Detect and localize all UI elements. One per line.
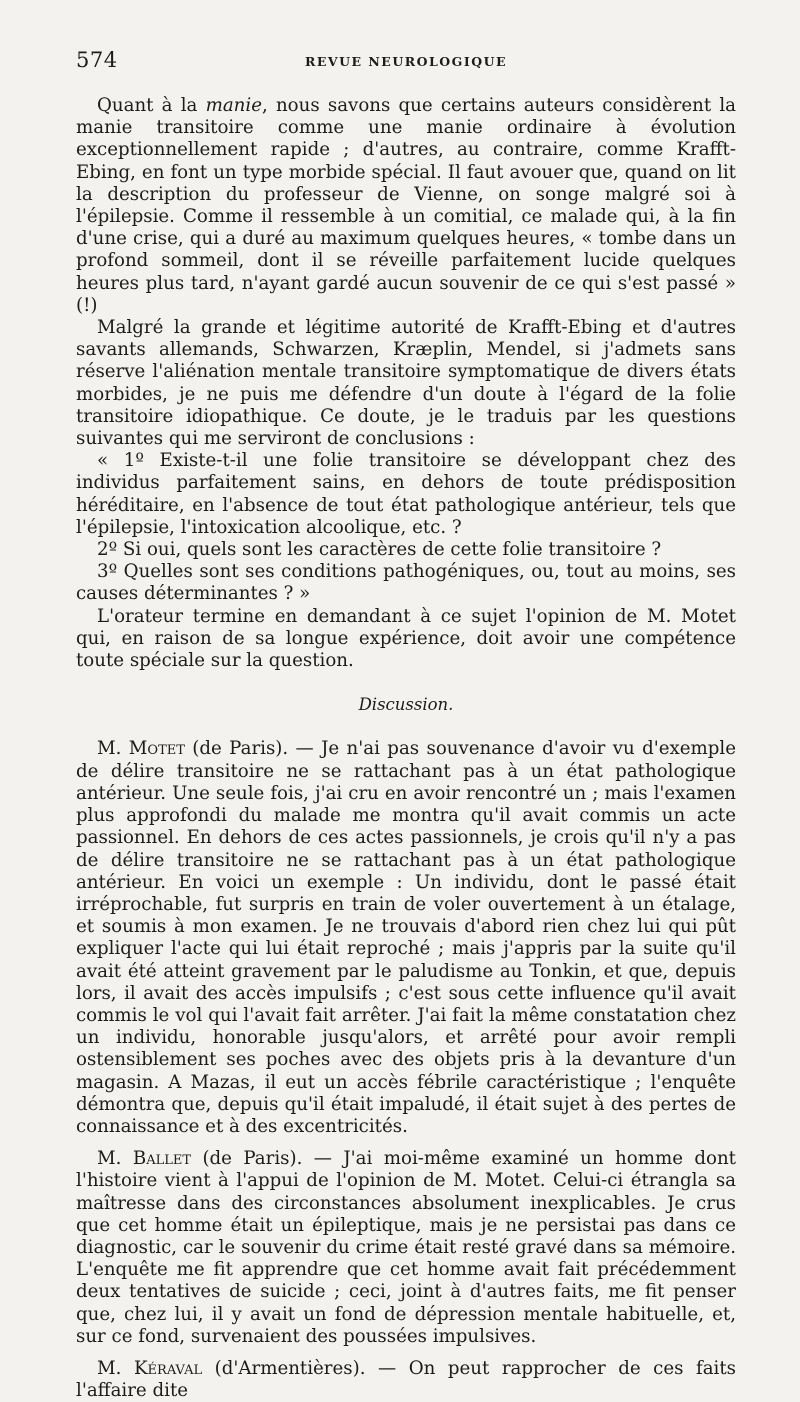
paragraph-keraval — [76, 1358, 736, 1402]
emphasis-text: manie — [205, 95, 262, 116]
text-run: (de Paris). — J'ai moi-même examiné un homme dont l'histoire vient à l'appui de l'opinion de M. Motet. Celui-ci étrangla sa maîtresse dans des circonstances absolument inexplicables. Je crus que cet homme était un épileptique, mais je ne persistai pas dans ce diagnostic, car le souvenir du crime était resté gravé dans sa mémoire. L'enquête me fit apprendre que cet homme avait fait précédemment deux tentatives de suicide ; ceci, joint à d'autres faits, me fit penser que, chez lui, il y avait un fond de dépression mentale habituelle, et, sur ce fond, survenaient des poussées impulsives. — [76, 1148, 736, 1347]
paragraph-orateur: L'orateur termine en demandant à ce sujet l'opinion de M. Motet qui, en raison de sa longue expérience, doit avoir une compétence toute spéciale sur la question. — [76, 605, 736, 672]
text-run: Quant à la — [97, 95, 206, 116]
text-run: , nous savons que certains auteurs considèrent la manie transitoire comme une manie ordinaire à évolution exceptionnellement rapide ; d'autres, au contraire, comme Krafft-Ebing, en font un type morbide spécial. Il faut avouer que, quand on lit la description du professeur de Vienne, on songe malgré soi à l'épilepsie. Comme il ressemble à un comitial, ce malade qui, à la fin d'une crise, qui a duré au maximum quelques heures, « tombe dans un profond sommeil, dont il se réveille parfaitement lucide quelques heures plus tard, n'ayant gardé aucun souvenir de ce qui s'est passé » (!) — [76, 95, 736, 316]
page-number: 574 — [76, 48, 118, 72]
spacer — [76, 716, 736, 738]
paragraph-ballet — [76, 1148, 736, 1348]
running-title: REVUE NEUROLOGIQUE — [304, 54, 508, 69]
section-heading: Discussion. — [358, 695, 454, 715]
question-2: 2º Si oui, quels sont les caractères de cette folie transitoire ? — [97, 539, 662, 561]
text-run: (d'Armentières). — On peut rapprocher de ces faits l'affaire dite — [76, 1357, 737, 1402]
body-text — [76, 95, 736, 1402]
speaker-name: Kéraval — [133, 1357, 203, 1379]
spacer — [76, 672, 736, 694]
text-run: (de Paris). — Je n'ai pas souvenance d'avoir vu d'exemple de délire transitoire ne se rattachant pas à un état pathologique antérieur. Une seule fois, j'ai cru en avoir rencontré un ; mais l'examen plus approfondi du malade me montra qu'il avait commis un acte passionnel. En dehors de ces actes passionnels, je crois qu'il n'y a pas de délire transitoire ne se rattachant pas à un état pathologique antérieur. En voici un exemple : Un individu, dont le passé était irréprochable, fut surpris en train de voler ouvertement à un étalage, et soumis à mon examen. Je ne trouvais d'abord rien chez lui qui pût expliquer l'acte qui lui était reproché ; mais j'appris par la suite qu'il avait été atteint gravement par le paludisme au Tonkin, et que, depuis lors, il avait des accès impulsifs ; c'est sous cette influence qu'il avait commis le vol qui l'avait fait arrêter. J'ai fait la même constatation chez un individu, honorable jusqu'alors, et arrêté pour avoir rempli ostensiblement ses poches avec des objets pris à la devanture d'un magasin. A Mazas, il eut un accès fébrile caractéristique ; l'enquête démontra que, depuis qu'il était impaludé, il était sujet à des pertes de connaissance et à des excentricités. — [76, 738, 737, 1137]
spacer — [76, 1138, 736, 1148]
paragraph-manie — [76, 95, 736, 317]
spacer — [76, 1348, 736, 1358]
paragraph-krafft-ebing: Malgré la grande et légitime autorité de Krafft-Ebing et d'autres savants allemands, Schwarzen, Kræplin, Mendel, si j'admets sans réserve l'aliénation mentale transitoire symptomatique de divers états morbides, je ne puis me défendre d'un doute à l'égard de la folie transitoire idiopathique. Ce doute, je le traduis par les questions suivantes qui me serviront de conclusions : — [76, 317, 736, 450]
question-1: « 1º Existe-t-il une folie transitoire se développant chez des individus parfaitement sains, en dehors de toute prédisposition héréditaire, en l'absence de tout état pathologique antérieur, tels que l'épilepsie, l'intoxication alcoolique, etc. ? — [76, 450, 736, 538]
speaker-name: Ballet — [132, 1148, 192, 1170]
text-run: M. — [97, 1357, 134, 1379]
page-header — [76, 48, 736, 78]
text-run: M. — [97, 1148, 133, 1170]
speaker-name: Motet — [128, 738, 185, 760]
paragraph-motet — [76, 738, 736, 1138]
question-3: 3º Quelles sont ses conditions pathogéniques, ou, tout au moins, ses causes déterminantes ? » — [76, 561, 736, 605]
text-run: M. — [97, 738, 129, 760]
